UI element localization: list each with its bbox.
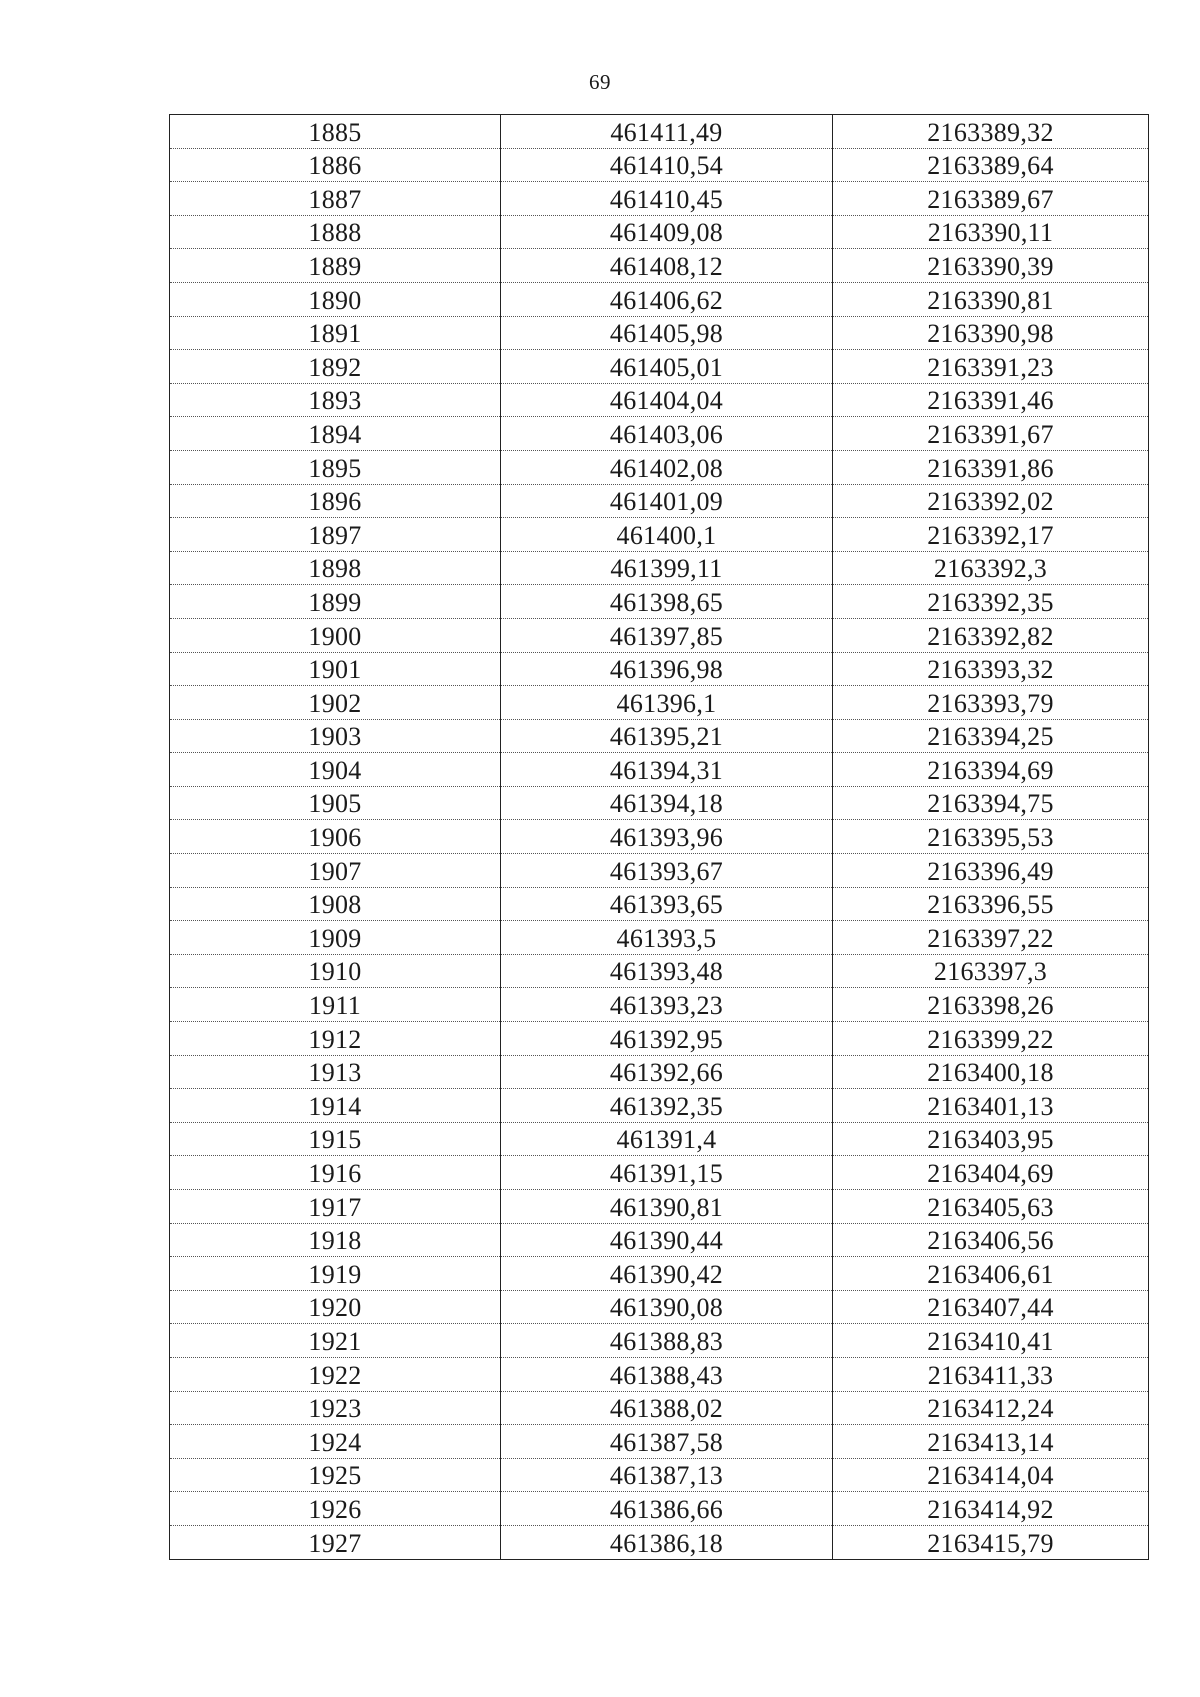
- table-row: [170, 249, 1149, 283]
- table-row: [170, 887, 1149, 921]
- table-row: [170, 1156, 1149, 1190]
- x-coordinate-cell: 461396,98: [501, 652, 833, 686]
- table-row: [170, 921, 1149, 955]
- x-coordinate-cell: 461386,66: [501, 1492, 833, 1526]
- x-coordinate-cell: 461393,48: [501, 954, 833, 988]
- x-coordinate-cell: 461409,08: [501, 215, 833, 249]
- point-number-cell: 1927: [170, 1525, 501, 1559]
- table-row: [170, 350, 1149, 384]
- table-row: [170, 383, 1149, 417]
- point-number-cell: 1910: [170, 954, 501, 988]
- point-number-cell: 1916: [170, 1156, 501, 1190]
- table-row: [170, 686, 1149, 720]
- table-row: [170, 1022, 1149, 1056]
- y-coordinate-cell: 2163395,53: [833, 820, 1149, 854]
- point-number-cell: 1895: [170, 450, 501, 484]
- y-coordinate-cell: 2163392,3: [833, 551, 1149, 585]
- x-coordinate-cell: 461411,49: [501, 115, 833, 149]
- table-row: [170, 954, 1149, 988]
- point-number-cell: 1903: [170, 719, 501, 753]
- table-row: [170, 652, 1149, 686]
- point-number-cell: 1899: [170, 585, 501, 619]
- y-coordinate-cell: 2163392,35: [833, 585, 1149, 619]
- x-coordinate-cell: 461404,04: [501, 383, 833, 417]
- table-row: [170, 585, 1149, 619]
- table-row: [170, 484, 1149, 518]
- table-row: [170, 1122, 1149, 1156]
- x-coordinate-cell: 461391,4: [501, 1122, 833, 1156]
- x-coordinate-cell: 461393,5: [501, 921, 833, 955]
- table-row: [170, 115, 1149, 149]
- y-coordinate-cell: 2163410,41: [833, 1324, 1149, 1358]
- page-number: 69: [589, 70, 611, 94]
- point-number-cell: 1913: [170, 1055, 501, 1089]
- y-coordinate-cell: 2163399,22: [833, 1022, 1149, 1056]
- x-coordinate-cell: 461395,21: [501, 719, 833, 753]
- table-row: [170, 854, 1149, 888]
- table-row: [170, 1055, 1149, 1089]
- table-row: [170, 1525, 1149, 1559]
- point-number-cell: 1912: [170, 1022, 501, 1056]
- x-coordinate-cell: 461388,43: [501, 1357, 833, 1391]
- coordinates-table-body: [170, 115, 1149, 1560]
- table-row: [170, 719, 1149, 753]
- point-number-cell: 1901: [170, 652, 501, 686]
- table-row: [170, 753, 1149, 787]
- table-row: [170, 1190, 1149, 1224]
- table-row: [170, 1223, 1149, 1257]
- x-coordinate-cell: 461390,81: [501, 1190, 833, 1224]
- y-coordinate-cell: 2163398,26: [833, 988, 1149, 1022]
- x-coordinate-cell: 461393,23: [501, 988, 833, 1022]
- y-coordinate-cell: 2163392,02: [833, 484, 1149, 518]
- x-coordinate-cell: 461392,95: [501, 1022, 833, 1056]
- point-number-cell: 1923: [170, 1391, 501, 1425]
- x-coordinate-cell: 461390,42: [501, 1257, 833, 1291]
- x-coordinate-cell: 461410,54: [501, 148, 833, 182]
- x-coordinate-cell: 461387,58: [501, 1425, 833, 1459]
- y-coordinate-cell: 2163412,24: [833, 1391, 1149, 1425]
- point-number-cell: 1915: [170, 1122, 501, 1156]
- x-coordinate-cell: 461408,12: [501, 249, 833, 283]
- y-coordinate-cell: 2163406,56: [833, 1223, 1149, 1257]
- point-number-cell: 1898: [170, 551, 501, 585]
- x-coordinate-cell: 461394,31: [501, 753, 833, 787]
- x-coordinate-cell: 461393,96: [501, 820, 833, 854]
- point-number-cell: 1889: [170, 249, 501, 283]
- y-coordinate-cell: 2163393,32: [833, 652, 1149, 686]
- y-coordinate-cell: 2163394,69: [833, 753, 1149, 787]
- point-number-cell: 1908: [170, 887, 501, 921]
- point-number-cell: 1926: [170, 1492, 501, 1526]
- table-row: [170, 551, 1149, 585]
- x-coordinate-cell: 461399,11: [501, 551, 833, 585]
- x-coordinate-cell: 461392,35: [501, 1089, 833, 1123]
- y-coordinate-cell: 2163389,32: [833, 115, 1149, 149]
- point-number-cell: 1904: [170, 753, 501, 787]
- x-coordinate-cell: 461388,83: [501, 1324, 833, 1358]
- y-coordinate-cell: 2163394,75: [833, 786, 1149, 820]
- y-coordinate-cell: 2163390,11: [833, 215, 1149, 249]
- point-number-cell: 1891: [170, 316, 501, 350]
- y-coordinate-cell: 2163404,69: [833, 1156, 1149, 1190]
- x-coordinate-cell: 461393,65: [501, 887, 833, 921]
- y-coordinate-cell: 2163393,79: [833, 686, 1149, 720]
- y-coordinate-cell: 2163397,3: [833, 954, 1149, 988]
- point-number-cell: 1900: [170, 618, 501, 652]
- y-coordinate-cell: 2163413,14: [833, 1425, 1149, 1459]
- x-coordinate-cell: 461403,06: [501, 417, 833, 451]
- y-coordinate-cell: 2163406,61: [833, 1257, 1149, 1291]
- y-coordinate-cell: 2163391,67: [833, 417, 1149, 451]
- x-coordinate-cell: 461388,02: [501, 1391, 833, 1425]
- y-coordinate-cell: 2163414,04: [833, 1458, 1149, 1492]
- y-coordinate-cell: 2163396,55: [833, 887, 1149, 921]
- table-row: [170, 1089, 1149, 1123]
- table-row: [170, 282, 1149, 316]
- x-coordinate-cell: 461400,1: [501, 518, 833, 552]
- table-row: [170, 1425, 1149, 1459]
- point-number-cell: 1905: [170, 786, 501, 820]
- x-coordinate-cell: 461390,08: [501, 1290, 833, 1324]
- x-coordinate-cell: 461405,98: [501, 316, 833, 350]
- table-row: [170, 1458, 1149, 1492]
- point-number-cell: 1909: [170, 921, 501, 955]
- point-number-cell: 1914: [170, 1089, 501, 1123]
- y-coordinate-cell: 2163389,64: [833, 148, 1149, 182]
- y-coordinate-cell: 2163411,33: [833, 1357, 1149, 1391]
- point-number-cell: 1894: [170, 417, 501, 451]
- x-coordinate-cell: 461392,66: [501, 1055, 833, 1089]
- point-number-cell: 1897: [170, 518, 501, 552]
- table-row: [170, 215, 1149, 249]
- point-number-cell: 1896: [170, 484, 501, 518]
- y-coordinate-cell: 2163400,18: [833, 1055, 1149, 1089]
- y-coordinate-cell: 2163391,46: [833, 383, 1149, 417]
- y-coordinate-cell: 2163390,81: [833, 282, 1149, 316]
- point-number-cell: 1885: [170, 115, 501, 149]
- y-coordinate-cell: 2163405,63: [833, 1190, 1149, 1224]
- point-number-cell: 1892: [170, 350, 501, 384]
- table-row: [170, 518, 1149, 552]
- point-number-cell: 1893: [170, 383, 501, 417]
- point-number-cell: 1919: [170, 1257, 501, 1291]
- x-coordinate-cell: 461397,85: [501, 618, 833, 652]
- y-coordinate-cell: 2163392,82: [833, 618, 1149, 652]
- y-coordinate-cell: 2163391,23: [833, 350, 1149, 384]
- table-row: [170, 450, 1149, 484]
- y-coordinate-cell: 2163394,25: [833, 719, 1149, 753]
- point-number-cell: 1925: [170, 1458, 501, 1492]
- x-coordinate-cell: 461405,01: [501, 350, 833, 384]
- point-number-cell: 1890: [170, 282, 501, 316]
- point-number-cell: 1888: [170, 215, 501, 249]
- x-coordinate-cell: 461393,67: [501, 854, 833, 888]
- x-coordinate-cell: 461410,45: [501, 182, 833, 216]
- y-coordinate-cell: 2163397,22: [833, 921, 1149, 955]
- point-number-cell: 1906: [170, 820, 501, 854]
- table-row: [170, 417, 1149, 451]
- x-coordinate-cell: 461401,09: [501, 484, 833, 518]
- coordinates-table: [169, 114, 1149, 1560]
- y-coordinate-cell: 2163390,98: [833, 316, 1149, 350]
- point-number-cell: 1907: [170, 854, 501, 888]
- y-coordinate-cell: 2163391,86: [833, 450, 1149, 484]
- point-number-cell: 1887: [170, 182, 501, 216]
- y-coordinate-cell: 2163392,17: [833, 518, 1149, 552]
- table-row: [170, 316, 1149, 350]
- table-row: [170, 786, 1149, 820]
- y-coordinate-cell: 2163407,44: [833, 1290, 1149, 1324]
- table-row: [170, 1492, 1149, 1526]
- x-coordinate-cell: 461390,44: [501, 1223, 833, 1257]
- y-coordinate-cell: 2163401,13: [833, 1089, 1149, 1123]
- y-coordinate-cell: 2163396,49: [833, 854, 1149, 888]
- point-number-cell: 1921: [170, 1324, 501, 1358]
- point-number-cell: 1911: [170, 988, 501, 1022]
- point-number-cell: 1886: [170, 148, 501, 182]
- point-number-cell: 1902: [170, 686, 501, 720]
- x-coordinate-cell: 461386,18: [501, 1525, 833, 1559]
- point-number-cell: 1922: [170, 1357, 501, 1391]
- point-number-cell: 1917: [170, 1190, 501, 1224]
- x-coordinate-cell: 461396,1: [501, 686, 833, 720]
- table-row: [170, 148, 1149, 182]
- point-number-cell: 1924: [170, 1425, 501, 1459]
- table-row: [170, 1290, 1149, 1324]
- y-coordinate-cell: 2163403,95: [833, 1122, 1149, 1156]
- table-row: [170, 1391, 1149, 1425]
- table-row: [170, 618, 1149, 652]
- x-coordinate-cell: 461402,08: [501, 450, 833, 484]
- y-coordinate-cell: 2163414,92: [833, 1492, 1149, 1526]
- table-row: [170, 1257, 1149, 1291]
- table-row: [170, 820, 1149, 854]
- y-coordinate-cell: 2163390,39: [833, 249, 1149, 283]
- x-coordinate-cell: 461387,13: [501, 1458, 833, 1492]
- x-coordinate-cell: 461406,62: [501, 282, 833, 316]
- point-number-cell: 1918: [170, 1223, 501, 1257]
- table-row: [170, 1324, 1149, 1358]
- y-coordinate-cell: 2163415,79: [833, 1525, 1149, 1559]
- table-row: [170, 1357, 1149, 1391]
- x-coordinate-cell: 461391,15: [501, 1156, 833, 1190]
- x-coordinate-cell: 461398,65: [501, 585, 833, 619]
- table-row: [170, 182, 1149, 216]
- x-coordinate-cell: 461394,18: [501, 786, 833, 820]
- y-coordinate-cell: 2163389,67: [833, 182, 1149, 216]
- point-number-cell: 1920: [170, 1290, 501, 1324]
- table-row: [170, 988, 1149, 1022]
